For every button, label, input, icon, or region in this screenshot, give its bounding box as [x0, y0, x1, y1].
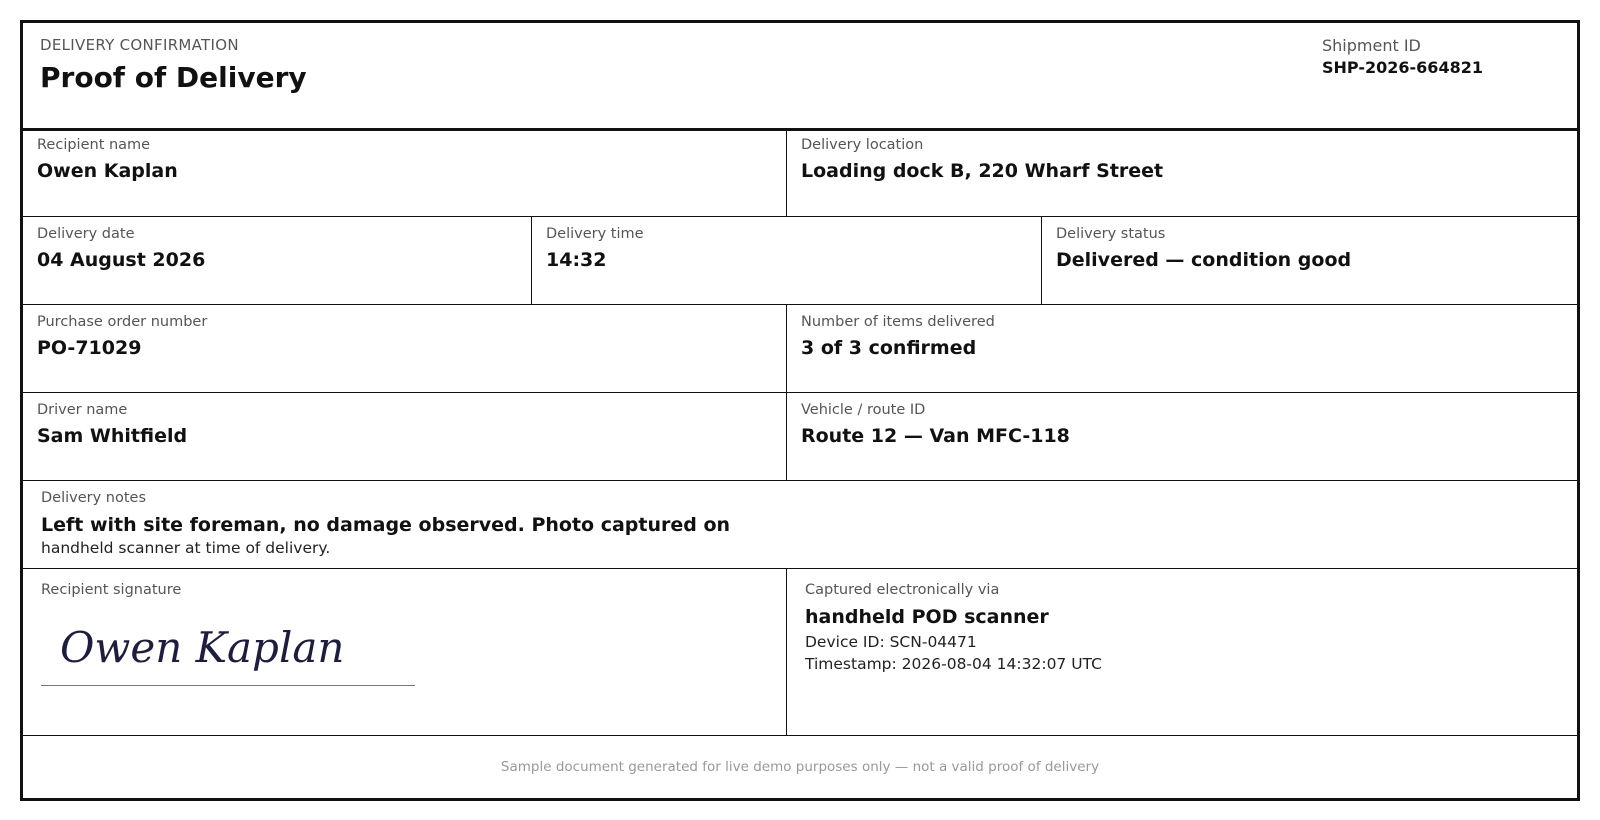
signature-label: Recipient signature — [41, 582, 182, 598]
recipient-name-label: Recipient name — [37, 137, 151, 153]
delivery-status-cell — [1041, 217, 1577, 304]
document-header — [23, 23, 1577, 131]
row-driver-vehicle — [23, 393, 1577, 481]
vehicle-route-cell — [786, 393, 1577, 480]
driver-name-label: Driver name — [37, 402, 128, 418]
document-title: Proof of Delivery — [40, 61, 307, 94]
purchase-order-cell — [23, 305, 786, 392]
row-po-items — [23, 305, 1577, 393]
delivery-notes-line-2: handheld scanner at time of delivery. — [41, 539, 331, 557]
delivery-notes-label: Delivery notes — [41, 490, 147, 506]
capture-method: handheld POD scanner — [805, 606, 1049, 628]
signature-line — [41, 685, 415, 686]
row-signature-capture — [23, 569, 1577, 736]
row-delivery-notes — [23, 481, 1577, 569]
delivery-notes-line-1: Left with site foreman, no damage observed. Photo captured on — [41, 514, 731, 536]
row-date-time-status — [23, 217, 1577, 305]
delivery-location-value: Loading dock B, 220 Wharf Street — [801, 160, 1164, 182]
signature-cell — [23, 569, 786, 735]
shipment-id-value: SHP-2026-664821 — [1322, 58, 1483, 77]
row-recipient-location — [23, 128, 1577, 217]
purchase-order-value: PO-71029 — [37, 337, 142, 359]
delivery-date-value: 04 August 2026 — [37, 249, 206, 271]
delivery-time-label: Delivery time — [546, 226, 644, 242]
shipment-id-label: Shipment ID — [1322, 36, 1421, 55]
driver-name-cell — [23, 393, 786, 480]
items-delivered-value: 3 of 3 confirmed — [801, 337, 977, 359]
delivery-location-cell — [786, 128, 1577, 216]
recipient-name-value: Owen Kaplan — [37, 160, 178, 182]
document-footer-disclaimer: Sample document generated for live demo purposes only — not a valid proof of delivery — [500, 759, 1100, 775]
items-delivered-cell — [786, 305, 1577, 392]
capture-label: Captured electronically via — [805, 582, 1000, 598]
vehicle-route-value: Route 12 — Van MFC-118 — [801, 425, 1070, 447]
capture-device-id: Device ID: SCN-04471 — [805, 633, 977, 651]
recipient-signature: Owen Kaplan — [60, 623, 345, 672]
capture-info-cell — [786, 569, 1577, 735]
delivery-date-label: Delivery date — [37, 226, 135, 242]
capture-timestamp: Timestamp: 2026-08-04 14:32:07 UTC — [805, 655, 1102, 673]
delivery-time-cell — [531, 217, 1041, 304]
recipient-name-cell — [23, 128, 786, 216]
purchase-order-label: Purchase order number — [37, 314, 208, 330]
delivery-status-value: Delivered — condition good — [1056, 249, 1352, 271]
document-eyebrow: DELIVERY CONFIRMATION — [40, 36, 239, 54]
delivery-date-cell — [23, 217, 531, 304]
proof-of-delivery-document — [20, 20, 1580, 801]
items-delivered-label: Number of items delivered — [801, 314, 995, 330]
driver-name-value: Sam Whitfield — [37, 425, 188, 447]
delivery-time-value: 14:32 — [546, 249, 607, 271]
delivery-location-label: Delivery location — [801, 137, 924, 153]
vehicle-route-label: Vehicle / route ID — [801, 402, 926, 418]
delivery-status-label: Delivery status — [1056, 226, 1166, 242]
